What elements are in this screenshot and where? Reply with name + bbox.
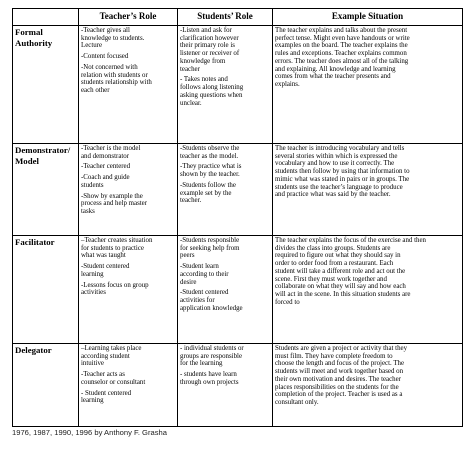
table-row xyxy=(13,144,463,236)
example-situation-cell xyxy=(273,144,463,236)
example-situation-line: mimic what was stated in pairs or in groups. The xyxy=(275,175,410,183)
teacher-role-line: what was taught xyxy=(81,252,126,260)
style-name-cell xyxy=(13,344,79,427)
style-name-cell xyxy=(13,144,79,236)
teacher-role-line: for students to practice xyxy=(81,244,144,252)
style-name-cell xyxy=(13,236,79,344)
style-name-line: Authority xyxy=(15,37,53,48)
teacher-role-line: students xyxy=(81,181,104,189)
example-situation-line: several stories within which is expressed the xyxy=(275,152,398,160)
students-role-line: asking questions when xyxy=(180,91,243,99)
table-row xyxy=(13,26,463,144)
teacher-role-line: learning xyxy=(81,270,104,278)
teacher-role-line: –Learning takes place xyxy=(81,345,142,352)
table-row xyxy=(13,236,463,344)
teacher-role-line: intuitive xyxy=(81,360,104,368)
header-style xyxy=(13,9,79,26)
students-role-cell xyxy=(178,144,273,236)
teacher-role-line: -Not concerned with xyxy=(81,63,138,71)
students-role-line: for the learning xyxy=(180,360,223,368)
example-situation-cell xyxy=(273,26,463,144)
teacher-role-line: tasks xyxy=(81,208,95,216)
students-role-line: -They practice what is xyxy=(180,163,242,171)
teacher-role-line: relation with students or xyxy=(81,71,148,79)
teacher-role-line: -Coach and guide xyxy=(81,174,130,182)
students-role-line: through own projects xyxy=(180,378,239,386)
header-students-role: Students’ Role xyxy=(178,9,273,26)
teacher-role-cell xyxy=(79,236,178,344)
example-situation-line: choose the length and focus of the project. The xyxy=(275,360,405,368)
students-role-cell xyxy=(178,236,273,344)
teacher-role-line: counselor or consultant xyxy=(81,378,146,386)
students-role-line: -Students responsible xyxy=(180,237,240,244)
style-name-cell xyxy=(13,26,79,144)
example-situation-line: must film. They have complete freedom to xyxy=(275,352,393,360)
example-situation-line: and explaining. All knowledge and learning xyxy=(275,65,396,73)
students-role-line: -Student centered xyxy=(180,289,229,297)
students-role-line: -Listen and ask for xyxy=(180,27,232,34)
teacher-role-line: -Teacher acts as xyxy=(81,371,125,379)
example-situation-line: explains. xyxy=(275,81,300,89)
students-role-line: teacher. xyxy=(180,197,202,205)
students-role-line: clarification however xyxy=(180,34,239,42)
teacher-role-line: -Teacher centered xyxy=(81,163,131,171)
teacher-role-cell xyxy=(79,144,178,236)
teacher-role-line: Lecture xyxy=(81,42,103,50)
students-role-line: groups are responsible xyxy=(180,352,242,360)
students-role-line: -Students follow the xyxy=(180,181,236,189)
students-role-line: - individual students or xyxy=(180,345,244,352)
example-situation-line: collaborate on what they will say and how each xyxy=(275,283,406,291)
example-situation-line: order to order food from a restaurant. Each xyxy=(275,260,394,268)
teacher-role-line: –Teacher creates situation xyxy=(81,237,153,244)
example-situation-line: students then follow by using that information to xyxy=(275,168,410,176)
students-role-line: activities for xyxy=(180,297,215,305)
example-situation-line: perfect tense. Might even have handouts or write xyxy=(275,34,410,42)
students-role-line: desire xyxy=(180,278,197,286)
example-situation-line: will act in the scene. In this situation students are xyxy=(275,291,411,299)
students-role-line: peers xyxy=(180,252,195,260)
teacher-role-line: each other xyxy=(81,87,110,95)
teacher-role-cell xyxy=(79,344,178,427)
teaching-styles-table xyxy=(12,8,463,427)
students-role-line: -Students observe the xyxy=(180,145,240,152)
example-situation-line: The teacher explains the focus of the exercise and then xyxy=(275,237,426,244)
example-situation-line: students will meet and work together based on xyxy=(275,368,404,376)
example-situation-line: places responsibilities on the students for the xyxy=(275,383,399,391)
teacher-role-line: -Teacher gives all xyxy=(81,27,130,34)
teacher-role-line: according student xyxy=(81,352,130,360)
teacher-role-line: process and help master xyxy=(81,200,148,208)
example-situation-line: consultant only. xyxy=(275,399,319,407)
example-situation-line: required to figure out what they should say in xyxy=(275,252,401,260)
example-situation-line: errors. The teacher does almost all of the talking xyxy=(275,57,409,65)
example-situation-cell xyxy=(273,236,463,344)
teacher-role-line: students relationship with xyxy=(81,79,152,87)
table-body xyxy=(13,26,463,427)
example-situation-line: vocabulary and how to use it correctly. The xyxy=(275,160,395,168)
example-situation-line: and practice what was said by the teacher. xyxy=(275,191,391,199)
example-situation-line: their own motivation and desires. The teacher xyxy=(275,375,401,383)
example-situation-line: examples on the board. The teacher explains the xyxy=(275,42,408,50)
example-situation-line: scene. First they must work together and xyxy=(275,275,387,283)
teacher-role-line: knowledge to students. xyxy=(81,34,145,42)
example-situation-line: Students are given a project or activity that they xyxy=(275,345,408,352)
students-role-line: their primary role is xyxy=(180,42,235,50)
example-situation-line: student will take a different role and act out the xyxy=(275,267,406,275)
style-name-line: Facilitator xyxy=(15,237,55,247)
teacher-role-line: -Show by example the xyxy=(81,192,143,200)
style-name-line: Demonstrator/ xyxy=(15,145,71,155)
students-role-line: application knowledge xyxy=(180,304,243,312)
header-teacher-role: Teacher’s Role xyxy=(79,9,178,26)
example-situation-line: divides the class into groups. Students are xyxy=(275,244,391,252)
students-role-line: unclear. xyxy=(180,99,202,107)
students-role-line: listener or receiver of xyxy=(180,50,240,58)
students-role-line: - students have learn xyxy=(180,371,237,379)
teacher-role-line: -Teacher is the model xyxy=(81,145,141,152)
students-role-line: shown by the teacher. xyxy=(180,171,240,179)
students-role-line: -Student learn xyxy=(180,263,219,271)
header-example-situation: Example Situation xyxy=(273,9,463,26)
teacher-role-line: -Lessons focus on group xyxy=(81,281,149,289)
students-role-line: follows along listening xyxy=(180,84,244,92)
students-role-line: teacher as the model. xyxy=(180,152,239,160)
teacher-role-line: -Student centered xyxy=(81,263,130,271)
example-situation-line: rules and exceptions. Teacher explains common xyxy=(275,50,407,58)
students-role-line: teacher xyxy=(180,65,200,73)
table-row xyxy=(13,344,463,427)
copyright-credit: 1976, 1987, 1990, 1996 by Anthony F. Grasha xyxy=(12,428,167,437)
teacher-role-line: learning xyxy=(81,397,104,405)
teacher-role-line: activities xyxy=(81,289,106,297)
example-situation-line: forced to xyxy=(275,298,300,306)
style-name-line: Formal xyxy=(15,27,43,37)
students-role-line: knowledge from xyxy=(180,57,226,65)
teacher-role-line: - Student centered xyxy=(81,389,132,397)
students-role-cell xyxy=(178,344,273,427)
example-situation-line: The teacher explains and talks about the present xyxy=(275,27,408,34)
example-situation-line: The teacher is introducing vocabulary and tells xyxy=(275,145,405,152)
header-row xyxy=(13,9,463,26)
example-situation-line: students use the teacher’s language to produce xyxy=(275,183,403,191)
students-role-cell xyxy=(178,26,273,144)
style-name-line: Delegator xyxy=(15,345,52,355)
teacher-role-line: -Content focused xyxy=(81,53,129,61)
students-role-line: - Takes notes and xyxy=(180,76,228,84)
example-situation-line: comes from what the teacher presents and xyxy=(275,73,391,81)
example-situation-cell xyxy=(273,344,463,427)
teacher-role-line: and demonstrator xyxy=(81,152,130,160)
style-name-line: Model xyxy=(15,155,39,166)
students-role-line: according to their xyxy=(180,270,229,278)
example-situation-line: completion of the project. Teacher is used as a xyxy=(275,391,403,399)
teacher-role-cell xyxy=(79,26,178,144)
students-role-line: example set by the xyxy=(180,189,232,197)
students-role-line: for seeking help from xyxy=(180,244,240,252)
